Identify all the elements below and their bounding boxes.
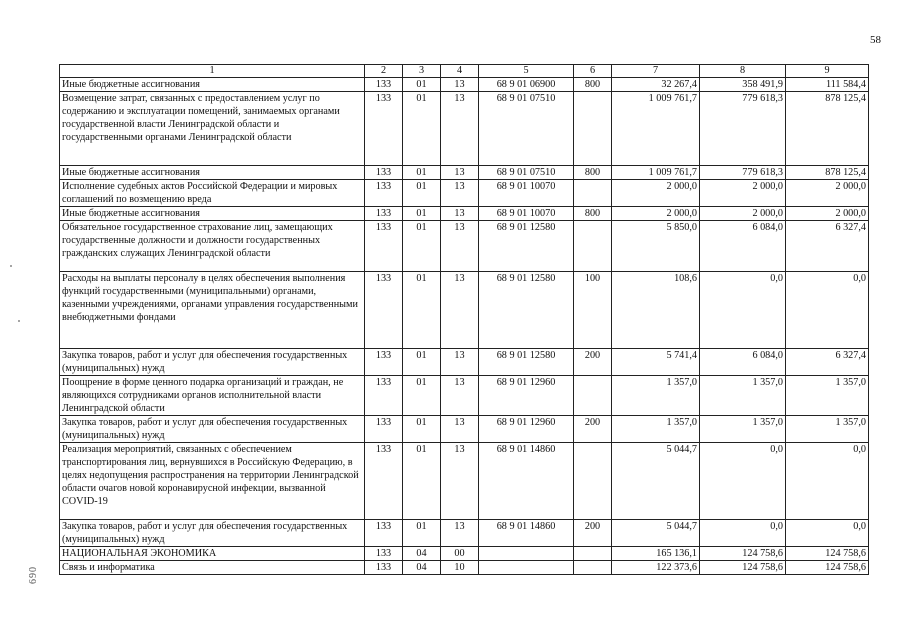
row-value-cell: 1 009 761,7 <box>612 166 700 180</box>
row-value-cell: 100 <box>574 272 612 349</box>
row-value-cell: 04 <box>403 547 441 561</box>
row-value-cell: 111 584,4 <box>786 78 869 92</box>
row-name-cell: Возмещение затрат, связанных с предоставлением услуг по содержанию и эксплуатации помещений, занимаемых органами государственной власти Ленинградской области и государственными органами Ленинградской области <box>60 92 365 166</box>
row-value-cell: 5 741,4 <box>612 349 700 376</box>
row-value-cell: 1 357,0 <box>786 416 869 443</box>
row-value-cell: 04 <box>403 561 441 575</box>
row-name-cell: Закупка товаров, работ и услуг для обеспечения государственных (муниципальных) нужд <box>60 349 365 376</box>
row-name-cell: Связь и информатика <box>60 561 365 575</box>
row-value-cell: 68 9 01 12960 <box>479 376 574 416</box>
column-header: 3 <box>403 65 441 78</box>
table-row <box>60 416 869 443</box>
row-value-cell: 2 000,0 <box>700 207 786 221</box>
row-value-cell <box>574 443 612 520</box>
row-value-cell: 13 <box>441 376 479 416</box>
row-value-cell: 68 9 01 07510 <box>479 166 574 180</box>
row-value-cell: 01 <box>403 78 441 92</box>
row-value-cell: 1 357,0 <box>612 376 700 416</box>
row-value-cell: 13 <box>441 92 479 166</box>
row-value-cell: 68 9 01 12960 <box>479 416 574 443</box>
table-row <box>60 443 869 520</box>
row-value-cell: 6 084,0 <box>700 349 786 376</box>
row-value-cell: 124 758,6 <box>700 561 786 575</box>
row-value-cell: 133 <box>365 443 403 520</box>
row-value-cell: 124 758,6 <box>786 561 869 575</box>
row-value-cell: 13 <box>441 272 479 349</box>
row-value-cell: 13 <box>441 180 479 207</box>
row-value-cell: 13 <box>441 78 479 92</box>
row-value-cell: 0,0 <box>700 443 786 520</box>
page-number: 58 <box>870 34 881 46</box>
row-value-cell: 358 491,9 <box>700 78 786 92</box>
row-value-cell: 68 9 01 12580 <box>479 349 574 376</box>
row-value-cell <box>574 92 612 166</box>
row-value-cell: 133 <box>365 180 403 207</box>
row-value-cell: 200 <box>574 416 612 443</box>
row-value-cell: 133 <box>365 561 403 575</box>
row-value-cell: 6 327,4 <box>786 349 869 376</box>
row-value-cell: 01 <box>403 221 441 272</box>
row-value-cell: 878 125,4 <box>786 92 869 166</box>
row-value-cell: 01 <box>403 180 441 207</box>
row-name-cell: Иные бюджетные ассигнования <box>60 166 365 180</box>
row-value-cell: 68 9 01 12580 <box>479 272 574 349</box>
row-value-cell: 13 <box>441 166 479 180</box>
row-value-cell: 133 <box>365 376 403 416</box>
row-value-cell: 68 9 01 07510 <box>479 92 574 166</box>
table-row <box>60 349 869 376</box>
row-value-cell: 2 000,0 <box>786 207 869 221</box>
row-value-cell: 13 <box>441 443 479 520</box>
scan-speck <box>10 265 12 267</box>
header-row <box>60 65 869 78</box>
row-value-cell: 0,0 <box>786 520 869 547</box>
row-name-cell: Иные бюджетные ассигнования <box>60 78 365 92</box>
row-value-cell: 68 9 01 14860 <box>479 443 574 520</box>
row-value-cell <box>574 180 612 207</box>
row-value-cell: 779 618,3 <box>700 166 786 180</box>
column-header: 5 <box>479 65 574 78</box>
row-value-cell: 5 044,7 <box>612 443 700 520</box>
row-value-cell: 68 9 01 10070 <box>479 180 574 207</box>
row-value-cell: 124 758,6 <box>700 547 786 561</box>
row-value-cell: 133 <box>365 520 403 547</box>
row-value-cell: 0,0 <box>786 443 869 520</box>
row-value-cell: 5 850,0 <box>612 221 700 272</box>
row-name-cell: Закупка товаров, работ и услуг для обеспечения государственных (муниципальных) нужд <box>60 520 365 547</box>
row-name-cell: Закупка товаров, работ и услуг для обеспечения государственных (муниципальных) нужд <box>60 416 365 443</box>
row-value-cell: 133 <box>365 221 403 272</box>
row-value-cell: 2 000,0 <box>786 180 869 207</box>
row-value-cell: 01 <box>403 92 441 166</box>
row-value-cell: 13 <box>441 349 479 376</box>
row-value-cell: 1 009 761,7 <box>612 92 700 166</box>
row-value-cell: 1 357,0 <box>700 376 786 416</box>
row-value-cell: 878 125,4 <box>786 166 869 180</box>
row-name-cell: Поощрение в форме ценного подарка организаций и граждан, не являющихся сотрудниками органов исполнительной власти Ленинградской области <box>60 376 365 416</box>
row-value-cell: 108,6 <box>612 272 700 349</box>
row-value-cell: 800 <box>574 78 612 92</box>
row-value-cell: 2 000,0 <box>612 207 700 221</box>
row-value-cell <box>574 547 612 561</box>
row-value-cell <box>574 561 612 575</box>
row-value-cell <box>479 547 574 561</box>
table-row <box>60 92 869 166</box>
row-value-cell: 133 <box>365 78 403 92</box>
row-value-cell: 0,0 <box>786 272 869 349</box>
row-value-cell: 122 373,6 <box>612 561 700 575</box>
row-value-cell: 68 9 01 12580 <box>479 221 574 272</box>
row-value-cell: 133 <box>365 547 403 561</box>
table-row <box>60 166 869 180</box>
row-name-cell: Обязательное государственное страхование лиц, замещающих государственные должности и должности государственных гражданских служащих Ленинградской области <box>60 221 365 272</box>
row-value-cell: 00 <box>441 547 479 561</box>
table-row <box>60 78 869 92</box>
row-value-cell <box>574 221 612 272</box>
row-value-cell: 133 <box>365 272 403 349</box>
row-value-cell: 6 084,0 <box>700 221 786 272</box>
row-value-cell: 133 <box>365 349 403 376</box>
row-value-cell: 200 <box>574 520 612 547</box>
row-value-cell: 13 <box>441 207 479 221</box>
row-value-cell: 0,0 <box>700 520 786 547</box>
row-value-cell: 01 <box>403 166 441 180</box>
column-header: 6 <box>574 65 612 78</box>
table-row <box>60 207 869 221</box>
row-value-cell: 1 357,0 <box>786 376 869 416</box>
row-value-cell: 133 <box>365 166 403 180</box>
column-header: 9 <box>786 65 869 78</box>
table-row <box>60 561 869 575</box>
row-value-cell: 10 <box>441 561 479 575</box>
margin-handwritten-mark: 690 <box>28 566 39 584</box>
row-value-cell: 01 <box>403 520 441 547</box>
table-row <box>60 272 869 349</box>
row-value-cell: 01 <box>403 272 441 349</box>
row-value-cell: 800 <box>574 166 612 180</box>
row-value-cell <box>479 561 574 575</box>
row-value-cell: 2 000,0 <box>612 180 700 207</box>
row-value-cell: 01 <box>403 349 441 376</box>
table-row <box>60 180 869 207</box>
row-value-cell: 779 618,3 <box>700 92 786 166</box>
row-value-cell: 200 <box>574 349 612 376</box>
row-value-cell <box>574 376 612 416</box>
row-value-cell: 2 000,0 <box>700 180 786 207</box>
column-header: 4 <box>441 65 479 78</box>
row-value-cell: 6 327,4 <box>786 221 869 272</box>
row-name-cell: Исполнение судебных актов Российской Федерации и мировых соглашений по возмещению вреда <box>60 180 365 207</box>
column-header: 8 <box>700 65 786 78</box>
row-name-cell: Расходы на выплаты персоналу в целях обеспечения выполнения функций государственными (муниципальными) органами, казенными учреждениями, органами управления государственными внебюджетными фондами <box>60 272 365 349</box>
row-value-cell: 800 <box>574 207 612 221</box>
row-name-cell: Реализация мероприятий, связанных с обеспечением транспортирования лиц, вернувшихся в Российскую Федерацию, в целях недопущения распространения на территории Ленинградской области очагов новой коронавирусной инфекции, вызванной COVID-19 <box>60 443 365 520</box>
row-value-cell: 124 758,6 <box>786 547 869 561</box>
row-name-cell: Иные бюджетные ассигнования <box>60 207 365 221</box>
table-row <box>60 376 869 416</box>
column-header: 1 <box>60 65 365 78</box>
row-value-cell: 133 <box>365 416 403 443</box>
row-value-cell: 68 9 01 14860 <box>479 520 574 547</box>
row-value-cell: 133 <box>365 92 403 166</box>
table-row <box>60 221 869 272</box>
row-value-cell: 13 <box>441 416 479 443</box>
table-row <box>60 520 869 547</box>
row-value-cell: 1 357,0 <box>700 416 786 443</box>
row-value-cell: 13 <box>441 520 479 547</box>
row-value-cell: 01 <box>403 207 441 221</box>
row-value-cell: 01 <box>403 443 441 520</box>
row-value-cell: 1 357,0 <box>612 416 700 443</box>
row-value-cell: 133 <box>365 207 403 221</box>
row-name-cell: НАЦИОНАЛЬНАЯ ЭКОНОМИКА <box>60 547 365 561</box>
row-value-cell: 01 <box>403 376 441 416</box>
row-value-cell: 5 044,7 <box>612 520 700 547</box>
row-value-cell: 0,0 <box>700 272 786 349</box>
scan-speck <box>18 320 20 322</box>
table-row <box>60 547 869 561</box>
row-value-cell: 68 9 01 06900 <box>479 78 574 92</box>
row-value-cell: 165 136,1 <box>612 547 700 561</box>
row-value-cell: 68 9 01 10070 <box>479 207 574 221</box>
row-value-cell: 01 <box>403 416 441 443</box>
budget-table <box>59 64 869 575</box>
row-value-cell: 32 267,4 <box>612 78 700 92</box>
column-header: 7 <box>612 65 700 78</box>
row-value-cell: 13 <box>441 221 479 272</box>
column-header: 2 <box>365 65 403 78</box>
